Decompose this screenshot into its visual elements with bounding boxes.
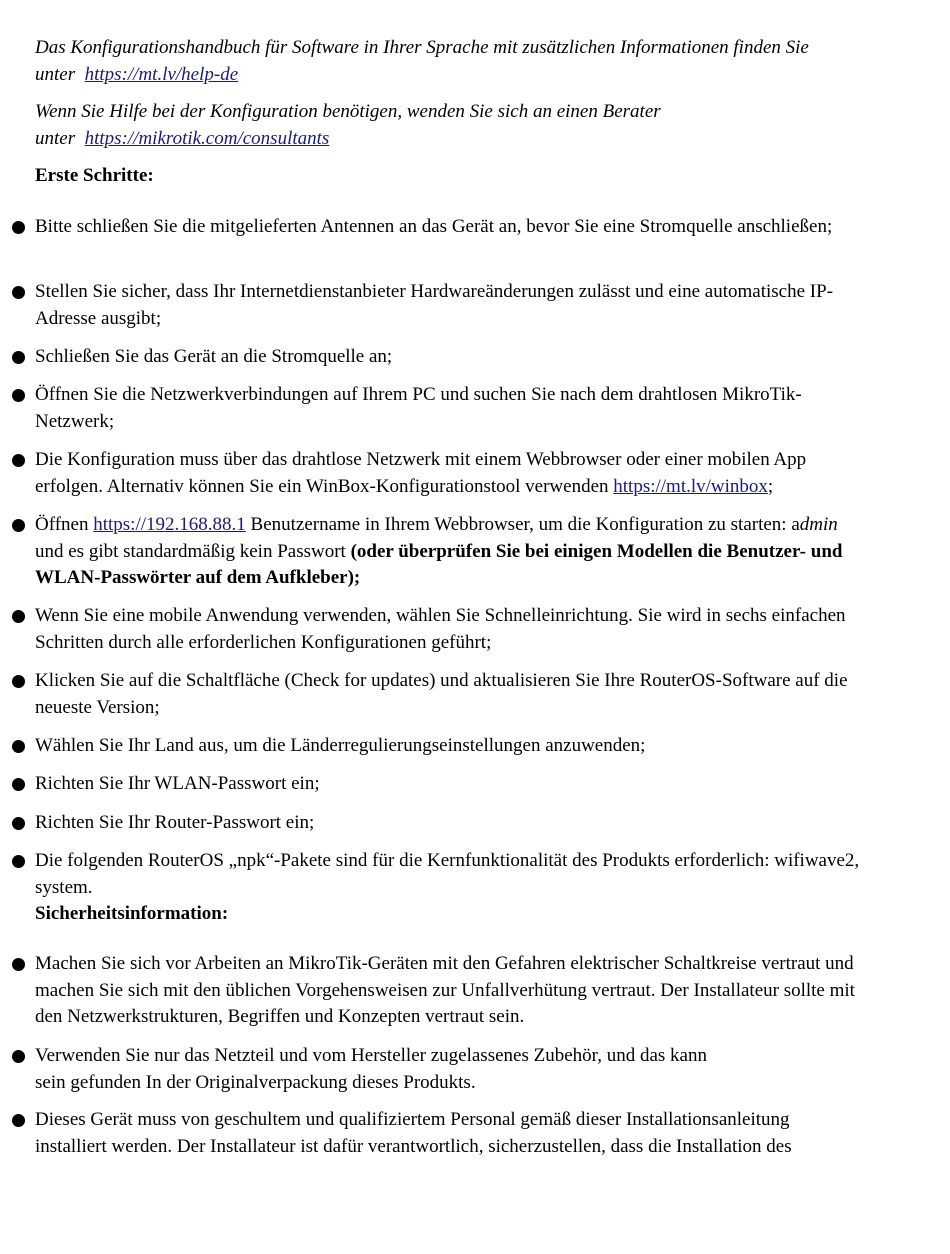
- intro-consultant-prefix: unter: [35, 127, 76, 149]
- list-item-text: Richten Sie Ihr Router-Passwort ein;: [35, 812, 315, 833]
- list-item-text: Machen Sie sich vor Arbeiten an MikroTik-Geräten mit den Gefahren elektrischer Schaltkreise vertraut und machen Sie sich mit den üblichen Vorgehensweisen zur Unfallverhütung vertraut. Der Installateur sollte mit den Netzwerkstrukturen, Begriffen und Konzepten vertraut sein.: [35, 953, 855, 1027]
- bullet-dot-icon: [12, 286, 25, 299]
- bullet-dot-icon: [12, 675, 25, 688]
- bullet-dot-icon: [12, 610, 25, 623]
- winbox-link[interactable]: https://mt.lv/winbox: [613, 475, 768, 497]
- list-item-text: Klicken Sie auf die Schaltfläche (Check for updates) und aktualisieren Sie Ihre RouterOS-Software auf die neueste Version;: [35, 670, 848, 718]
- list-item: [35, 447, 865, 500]
- sticker-note: (oder überprüfen Sie bei einigen Modellen die Benutzer- und WLAN-Passwörter auf dem Aufkleber);: [35, 540, 843, 588]
- bullet-dot-icon: [12, 855, 25, 868]
- intro-consultant-text: Wenn Sie Hilfe bei der Konfiguration benötigen, wenden Sie sich an einen Berater: [35, 101, 661, 122]
- list-item-line2: sein gefunden In der Originalverpackung dieses Produkts.: [35, 1071, 476, 1093]
- safety-heading: Sicherheitsinformation:: [35, 903, 229, 924]
- list-item-text: Richten Sie Ihr WLAN-Passwort ein;: [35, 773, 320, 794]
- list-item: [35, 810, 865, 837]
- bullet-dot-icon: [12, 221, 25, 234]
- list-item-text: Bitte schließen Sie die mitgelieferten Antennen an das Gerät an, bevor Sie eine Stromquelle anschließen;: [35, 216, 833, 237]
- bullet-dot-icon: [12, 817, 25, 830]
- list-item: [35, 1107, 865, 1160]
- list-item-line1: Verwenden Sie nur das Netzteil und vom Hersteller zugelassenes Zubehör, und das kann: [35, 1045, 707, 1066]
- bullet-dot-icon: [12, 778, 25, 791]
- bullet-dot-icon: [12, 958, 25, 971]
- list-item-text: Wählen Sie Ihr Land aus, um die Länderregulierungseinstellungen anzuwenden;: [35, 735, 646, 756]
- consultants-link[interactable]: https://mikrotik.com/consultants: [84, 127, 330, 149]
- list-item-text: Wenn Sie eine mobile Anwendung verwenden, wählen Sie Schnelleinrichtung. Sie wird in sechs einfachen Schritten durch alle erforderlichen Konfigurationen geführt;: [35, 605, 846, 653]
- bullet-dot-icon: [12, 519, 25, 532]
- default-username: dmin: [799, 514, 838, 535]
- bullet-dot-icon: [12, 1050, 25, 1063]
- list-item: [35, 603, 865, 656]
- list-item-text: Stellen Sie sicher, dass Ihr Internetdienstanbieter Hardwareänderungen zulässt und eine automatische IP-Adresse ausgibt;: [35, 281, 834, 329]
- list-item: [35, 951, 865, 1031]
- list-item-suffix: ;: [767, 475, 774, 497]
- list-item: [35, 771, 865, 798]
- list-item-text-start: Öffnen: [35, 514, 89, 535]
- intro-manual-paragraph: [35, 35, 915, 88]
- bullet-dot-icon: [12, 389, 25, 402]
- bullet-dot-icon: [12, 351, 25, 364]
- list-item: [35, 279, 865, 332]
- list-item: [35, 1043, 865, 1096]
- intro-manual-prefix: unter: [35, 63, 76, 85]
- list-item-text-rest: und es gibt standardmäßig kein Passwort: [35, 540, 346, 562]
- list-item-text: Öffnen Sie die Netzwerkverbindungen auf Ihrem PC und suchen Sie nach dem drahtlosen MikroTik-Netzwerk;: [35, 384, 802, 432]
- list-item-text: Schließen Sie das Gerät an die Stromquelle an;: [35, 346, 393, 367]
- list-item: [35, 668, 865, 721]
- list-item: [35, 214, 865, 241]
- list-item: [35, 512, 865, 592]
- list-item: [35, 848, 865, 901]
- bullet-dot-icon: [12, 1114, 25, 1127]
- bullet-dot-icon: [12, 740, 25, 753]
- list-item-text: Die Konfiguration muss über das drahtlose Netzwerk mit einem Webbrowser oder einer mobilen App erfolgen. Alternativ können Sie ein WinBox-Konfigurationstool verwenden: [35, 449, 807, 497]
- getting-started-heading: Erste Schritte:: [35, 165, 154, 186]
- list-item-text-mid: Benutzername in Ihrem Webbrowser, um die Konfiguration zu starten: a: [250, 514, 800, 535]
- intro-manual-text: Das Konfigurationshandbuch für Software in Ihrer Sprache mit zusätzlichen Informationen finden Sie: [35, 37, 809, 58]
- list-item: [35, 382, 865, 435]
- intro-consultant-paragraph: [35, 99, 915, 152]
- list-item: [35, 344, 865, 371]
- list-item-text: Dieses Gerät muss von geschultem und qualifiziertem Personal gemäß dieser Installationsanleitung installiert werden. Der Installateur ist dafür verantwortlich, sicherzustellen, dass die Installation des: [35, 1109, 792, 1157]
- help-manual-link[interactable]: https://mt.lv/help-de: [84, 63, 239, 85]
- list-item-text: Die folgenden RouterOS „npk“-Pakete sind für die Kernfunktionalität des Produkts erforderlich: wifiwave2, system.: [35, 850, 860, 898]
- list-item: [35, 733, 865, 760]
- bullet-dot-icon: [12, 454, 25, 467]
- router-address-link[interactable]: https://192.168.88.1: [93, 514, 246, 535]
